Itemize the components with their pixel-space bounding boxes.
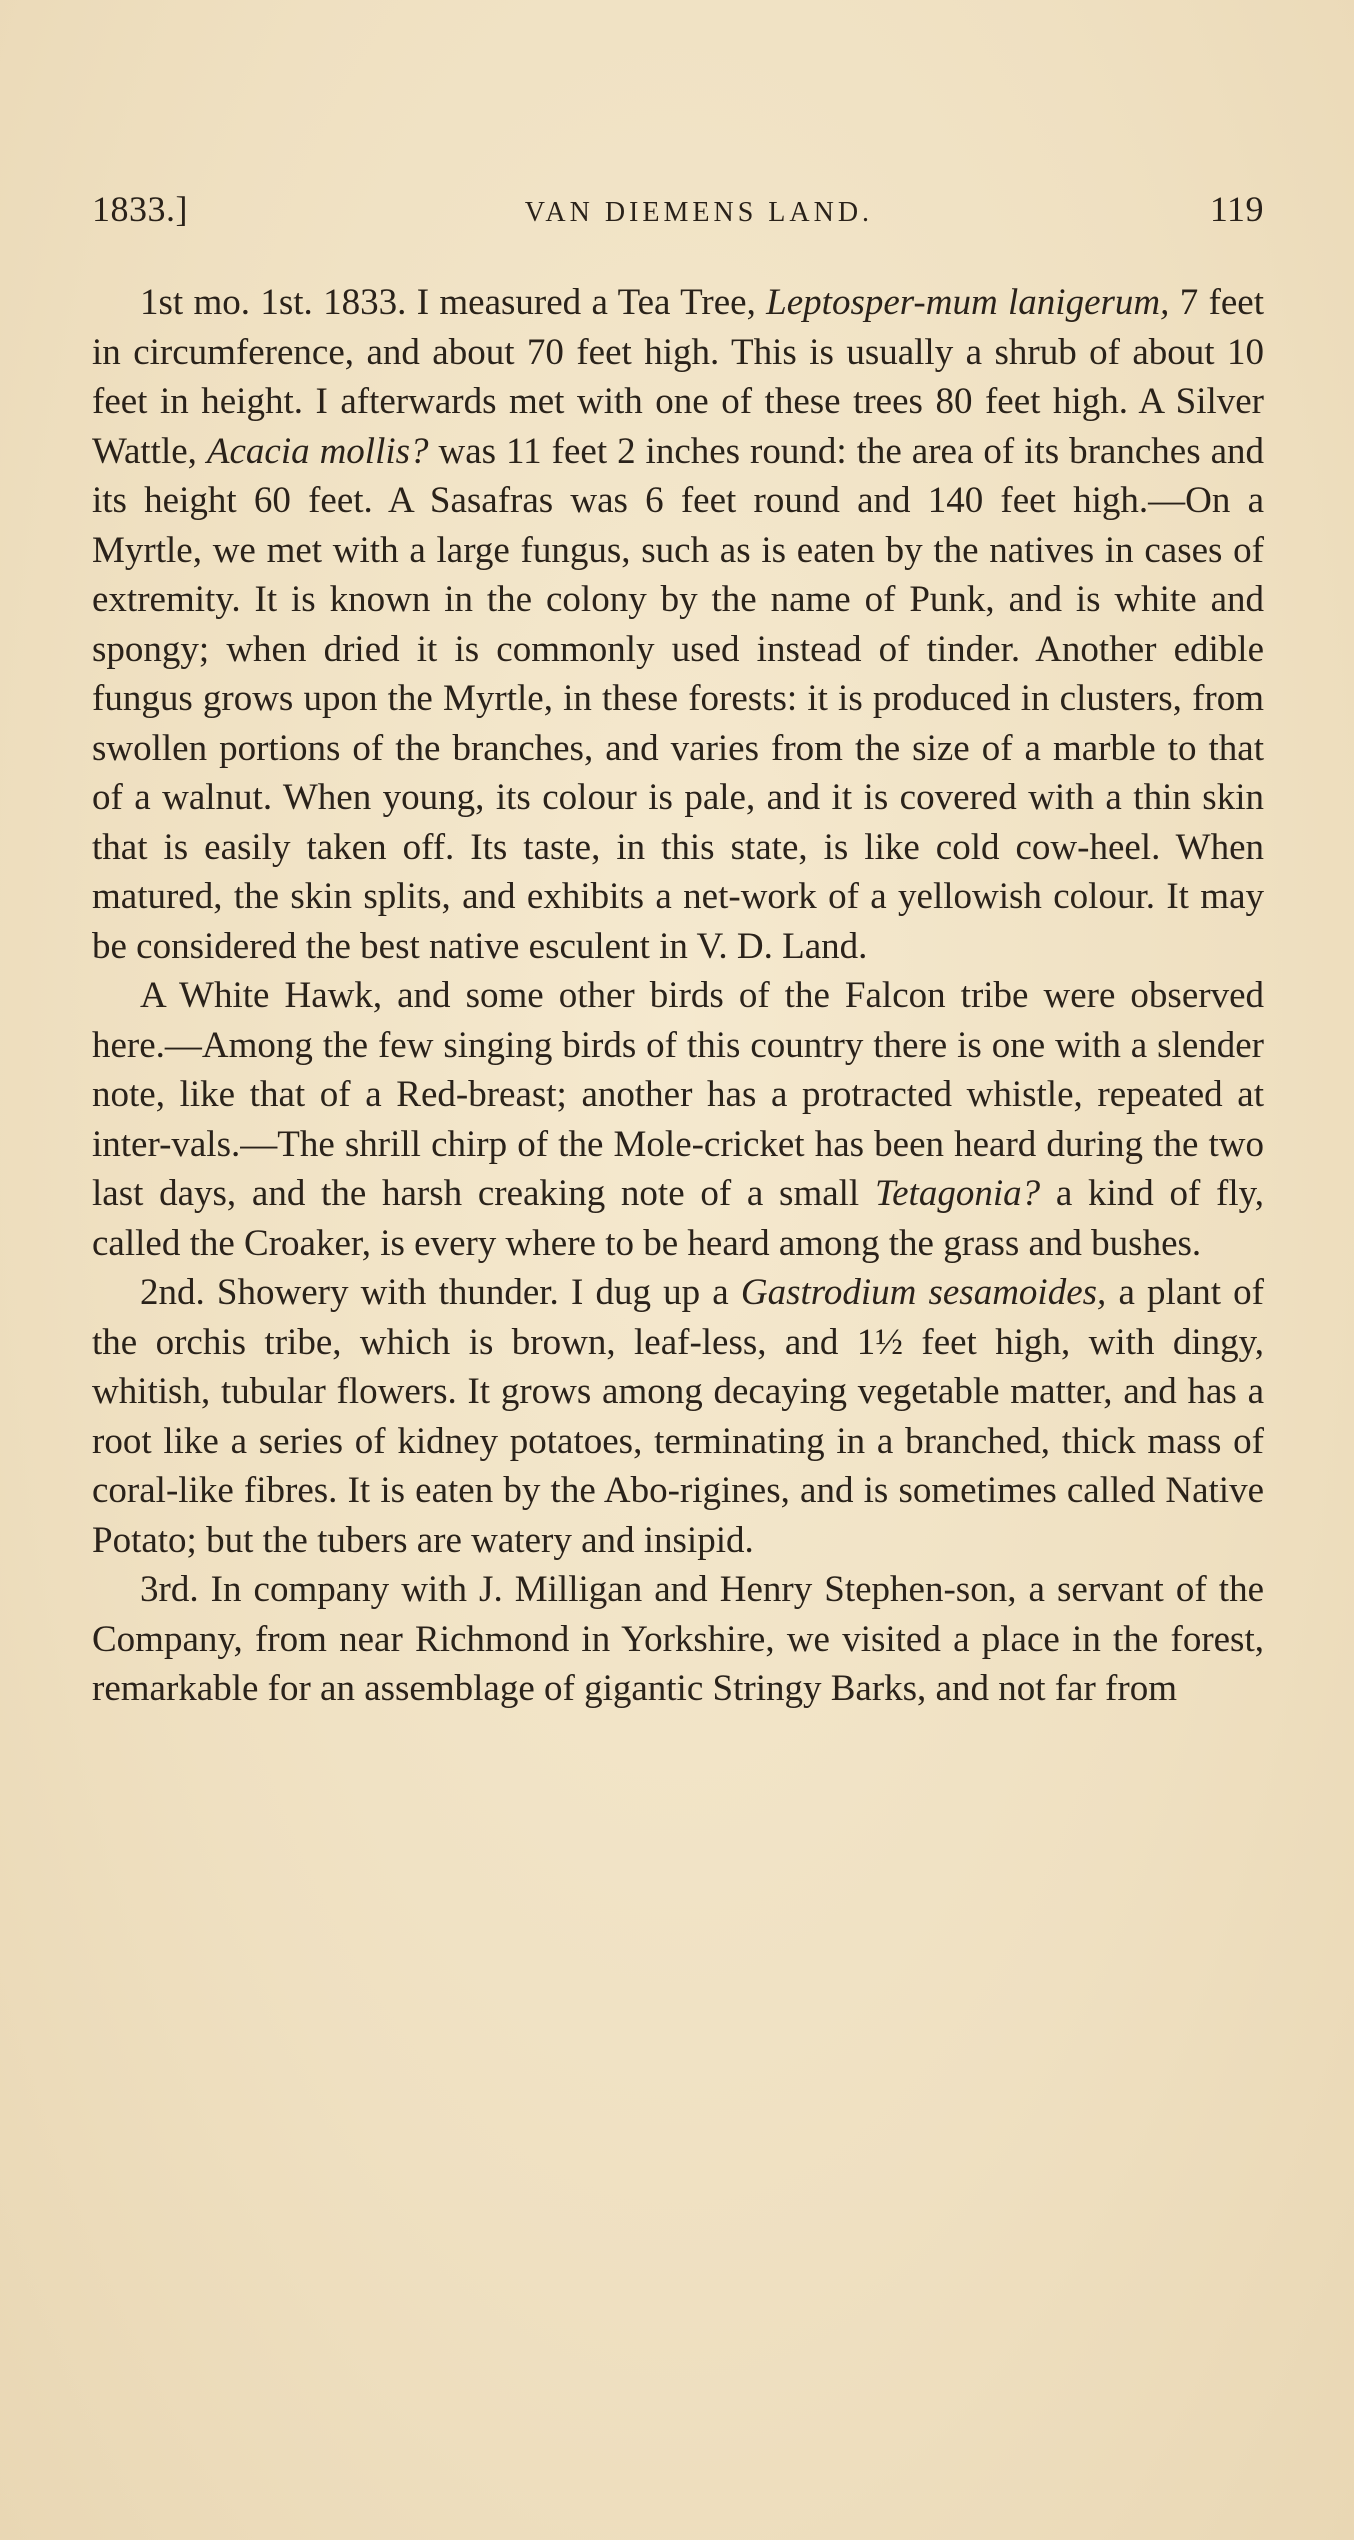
running-head-title: VAN DIEMENS LAND.: [524, 197, 874, 228]
text-run: a kind of fly, called the Croaker, is every where to be heard among the grass and bushes.: [92, 1173, 1264, 1264]
text-run: 1st mo. 1st. 1833. I measured a Tea Tree,: [140, 282, 767, 323]
paragraph: [92, 1565, 1264, 1714]
text-run: 7 feet in circumference, and about 70 feet high. This is usually a shrub of about 10 feet in height. I afterwards met with one of these trees 80 feet high. A Silver Wattle,: [92, 282, 1265, 472]
italic-term: Tetagonia?: [874, 1173, 1041, 1214]
paragraph: [92, 971, 1264, 1268]
text-run: a plant of the orchis tribe, which is brown, leaf-less, and 1½ feet high, with dingy, whitish, tubular flowers. It grows among decaying vegetable matter, and has a root like a series of kidney potatoes, terminating in a branched, thick mass of coral-like fibres. It is eaten by the Abo-rigines, and is sometimes called Native Potato; but the tubers are watery and insipid.: [92, 1272, 1265, 1561]
book-page: [92, 188, 1264, 1714]
text-run: 2nd. Showery with thunder. I dug up a: [140, 1272, 741, 1313]
text-run: A White Hawk, and some other birds of the Falcon tribe were observed here.—Among the few singing birds of this country there is one with a slender note, like that of a Red-breast; another has a protracted whistle, repeated at inter-vals.—The shrill chirp of the Mole-cricket has been heard during the two last days, and the harsh creaking note of a small: [92, 975, 1264, 1214]
body-text: [92, 278, 1264, 1714]
italic-term: Leptosper-mum lanigerum,: [766, 282, 1170, 323]
paragraph: [92, 278, 1264, 971]
running-head-year: 1833.]: [92, 189, 188, 229]
italic-term: Acacia mollis?: [206, 430, 429, 472]
page-number: 119: [1209, 189, 1264, 229]
text-run: was 11 feet 2 inches round: the area of its branches and its height 60 feet. A Sasafras was 6 feet round and 140 feet high.—On a Myrtle, we met with a large fungus, such as is eaten by the natives in cases of extremity. It is known in the colony by the name of Punk, and is white and spongy; when dried it is commonly used instead of tinder. Another edible fungus grows upon the Myrtle, in these forests: it is produced in clusters, from swollen portions of the branches, and varies from the size of a marble to that of a walnut. When young, its colour is pale, and it is covered with a thin skin that is easily taken off. Its taste, in this state, is like cold cow-heel. When matured, the skin splits, and exhibits a net-work of a yellowish colour. It may be considered the best native esculent in V. D. Land.: [92, 430, 1264, 967]
italic-term: Gastrodium sesamoides,: [740, 1272, 1107, 1313]
text-run: 3rd. In company with J. Milligan and Henry Stephen-son, a servant of the Company, from near Richmond in Yorkshire, we visited a place in the forest, remarkable for an assemblage of gigantic Stringy Barks, and not far from: [92, 1569, 1264, 1709]
paragraph: [92, 1268, 1264, 1565]
running-head: [92, 188, 1264, 248]
